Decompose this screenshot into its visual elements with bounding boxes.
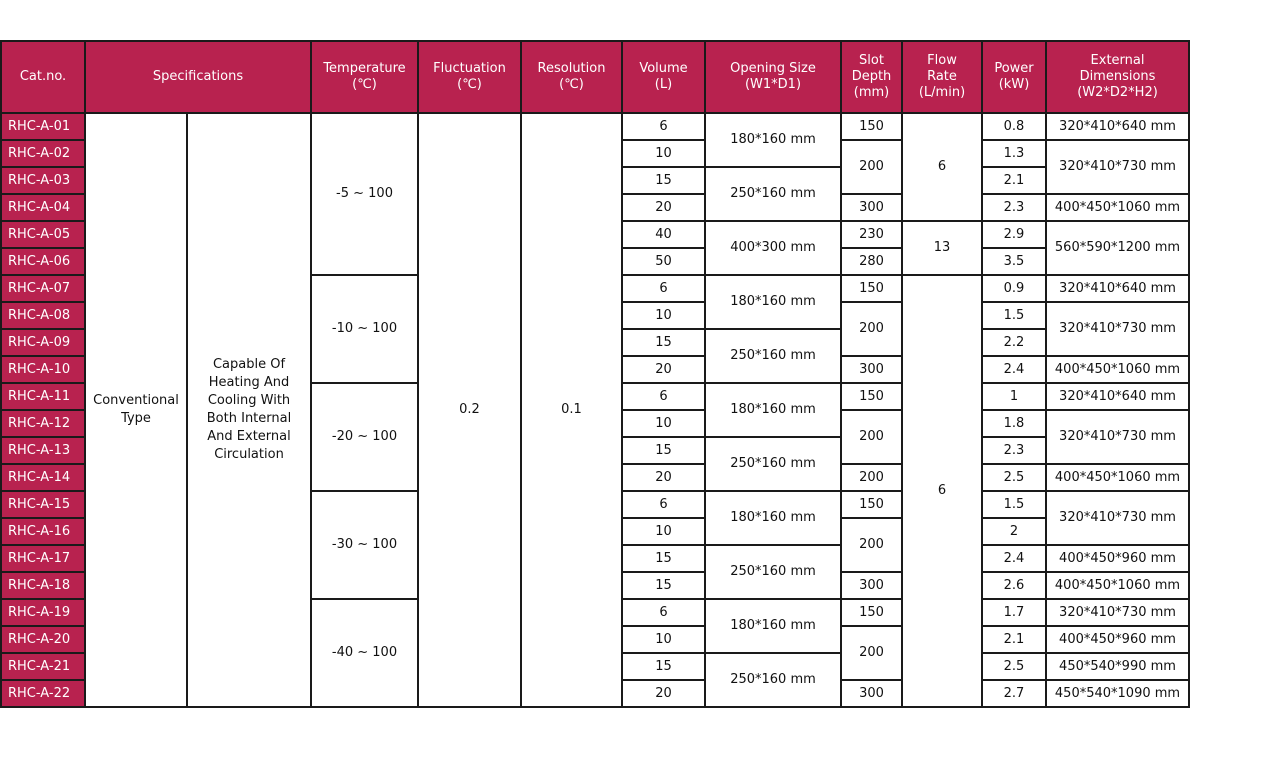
external-dimensions-cell: 320*410*730 mm [1046, 140, 1189, 194]
external-dimensions-cell: 320*410*640 mm [1046, 383, 1189, 410]
external-dimensions-cell: 400*450*1060 mm [1046, 356, 1189, 383]
slot-depth-cell: 300 [841, 680, 902, 707]
table-body [1, 113, 1189, 707]
power-cell: 2.5 [982, 653, 1046, 680]
spec-description-cell: Capable Of Heating And Cooling With Both Internal And External Circulation [187, 113, 311, 707]
temperature-cell: -30 ~ 100 [311, 491, 418, 599]
slot-depth-cell: 200 [841, 140, 902, 194]
opening-size-cell: 250*160 mm [705, 437, 841, 491]
cat-no-cell: RHC-A-17 [1, 545, 85, 572]
power-cell: 2.1 [982, 167, 1046, 194]
slot-depth-cell: 200 [841, 626, 902, 680]
slot-depth-cell: 200 [841, 464, 902, 491]
cat-no-cell: RHC-A-21 [1, 653, 85, 680]
volume-cell: 10 [622, 518, 705, 545]
slot-depth-cell: 300 [841, 194, 902, 221]
opening-size-cell: 180*160 mm [705, 113, 841, 167]
volume-cell: 20 [622, 464, 705, 491]
volume-cell: 15 [622, 545, 705, 572]
opening-size-cell: 250*160 mm [705, 329, 841, 383]
volume-cell: 6 [622, 599, 705, 626]
cat-no-cell: RHC-A-16 [1, 518, 85, 545]
slot-depth-cell: 150 [841, 599, 902, 626]
cat-no-cell: RHC-A-08 [1, 302, 85, 329]
volume-cell: 50 [622, 248, 705, 275]
flow-rate-cell: 13 [902, 221, 982, 275]
opening-size-cell: 250*160 mm [705, 653, 841, 707]
power-cell: 2.2 [982, 329, 1046, 356]
external-dimensions-cell: 400*450*960 mm [1046, 626, 1189, 653]
power-cell: 2.4 [982, 545, 1046, 572]
slot-depth-cell: 150 [841, 113, 902, 140]
opening-size-cell: 180*160 mm [705, 275, 841, 329]
volume-cell: 15 [622, 572, 705, 599]
external-dimensions-cell: 320*410*730 mm [1046, 599, 1189, 626]
cat-no-cell: RHC-A-18 [1, 572, 85, 599]
header-power: Power (kW) [982, 41, 1046, 113]
temperature-cell: -5 ~ 100 [311, 113, 418, 275]
volume-cell: 15 [622, 653, 705, 680]
cat-no-cell: RHC-A-09 [1, 329, 85, 356]
external-dimensions-cell: 400*450*1060 mm [1046, 194, 1189, 221]
volume-cell: 6 [622, 113, 705, 140]
cat-no-cell: RHC-A-07 [1, 275, 85, 302]
external-dimensions-cell: 400*450*960 mm [1046, 545, 1189, 572]
external-dimensions-cell: 560*590*1200 mm [1046, 221, 1189, 275]
header-resolution: Resolution (℃) [521, 41, 622, 113]
power-cell: 1 [982, 383, 1046, 410]
slot-depth-cell: 150 [841, 275, 902, 302]
power-cell: 0.8 [982, 113, 1046, 140]
external-dimensions-cell: 320*410*640 mm [1046, 113, 1189, 140]
header-volume: Volume (L) [622, 41, 705, 113]
cat-no-cell: RHC-A-13 [1, 437, 85, 464]
opening-size-cell: 180*160 mm [705, 383, 841, 437]
header-cat-no: Cat.no. [1, 41, 85, 113]
cat-no-cell: RHC-A-11 [1, 383, 85, 410]
flow-rate-cell: 6 [902, 275, 982, 707]
slot-depth-cell: 300 [841, 572, 902, 599]
opening-size-cell: 250*160 mm [705, 545, 841, 599]
temperature-cell: -20 ~ 100 [311, 383, 418, 491]
header-row [1, 41, 1189, 113]
external-dimensions-cell: 450*540*1090 mm [1046, 680, 1189, 707]
header-slot-depth: Slot Depth (mm) [841, 41, 902, 113]
header-specifications: Specifications [85, 41, 311, 113]
slot-depth-cell: 200 [841, 518, 902, 572]
volume-cell: 10 [622, 140, 705, 167]
slot-depth-cell: 200 [841, 410, 902, 464]
volume-cell: 40 [622, 221, 705, 248]
fluctuation-cell: 0.2 [418, 113, 521, 707]
opening-size-cell: 400*300 mm [705, 221, 841, 275]
cat-no-cell: RHC-A-04 [1, 194, 85, 221]
volume-cell: 20 [622, 680, 705, 707]
cat-no-cell: RHC-A-03 [1, 167, 85, 194]
volume-cell: 10 [622, 626, 705, 653]
header-temperature: Temperature (℃) [311, 41, 418, 113]
power-cell: 1.5 [982, 302, 1046, 329]
power-cell: 2.4 [982, 356, 1046, 383]
spec-table [0, 40, 1190, 708]
power-cell: 2.3 [982, 194, 1046, 221]
power-cell: 2.3 [982, 437, 1046, 464]
external-dimensions-cell: 320*410*640 mm [1046, 275, 1189, 302]
cat-no-cell: RHC-A-02 [1, 140, 85, 167]
cat-no-cell: RHC-A-19 [1, 599, 85, 626]
external-dimensions-cell: 400*450*1060 mm [1046, 572, 1189, 599]
power-cell: 2 [982, 518, 1046, 545]
header-flow-rate: Flow Rate (L/min) [902, 41, 982, 113]
external-dimensions-cell: 400*450*1060 mm [1046, 464, 1189, 491]
temperature-cell: -10 ~ 100 [311, 275, 418, 383]
power-cell: 2.9 [982, 221, 1046, 248]
volume-cell: 6 [622, 275, 705, 302]
temperature-cell: -40 ~ 100 [311, 599, 418, 707]
external-dimensions-cell: 320*410*730 mm [1046, 410, 1189, 464]
external-dimensions-cell: 450*540*990 mm [1046, 653, 1189, 680]
power-cell: 2.7 [982, 680, 1046, 707]
cat-no-cell: RHC-A-10 [1, 356, 85, 383]
cat-no-cell: RHC-A-14 [1, 464, 85, 491]
power-cell: 2.5 [982, 464, 1046, 491]
volume-cell: 6 [622, 383, 705, 410]
header-opening-size: Opening Size (W1*D1) [705, 41, 841, 113]
power-cell: 1.7 [982, 599, 1046, 626]
slot-depth-cell: 300 [841, 356, 902, 383]
slot-depth-cell: 200 [841, 302, 902, 356]
power-cell: 3.5 [982, 248, 1046, 275]
cat-no-cell: RHC-A-06 [1, 248, 85, 275]
cat-no-cell: RHC-A-20 [1, 626, 85, 653]
cat-no-cell: RHC-A-15 [1, 491, 85, 518]
opening-size-cell: 180*160 mm [705, 599, 841, 653]
resolution-cell: 0.1 [521, 113, 622, 707]
power-cell: 2.1 [982, 626, 1046, 653]
volume-cell: 15 [622, 329, 705, 356]
external-dimensions-cell: 320*410*730 mm [1046, 491, 1189, 545]
volume-cell: 20 [622, 194, 705, 221]
slot-depth-cell: 280 [841, 248, 902, 275]
power-cell: 0.9 [982, 275, 1046, 302]
power-cell: 1.8 [982, 410, 1046, 437]
power-cell: 2.6 [982, 572, 1046, 599]
slot-depth-cell: 230 [841, 221, 902, 248]
slot-depth-cell: 150 [841, 491, 902, 518]
slot-depth-cell: 150 [841, 383, 902, 410]
cat-no-cell: RHC-A-05 [1, 221, 85, 248]
opening-size-cell: 180*160 mm [705, 491, 841, 545]
cat-no-cell: RHC-A-22 [1, 680, 85, 707]
volume-cell: 15 [622, 167, 705, 194]
table-row [1, 113, 1189, 140]
volume-cell: 10 [622, 410, 705, 437]
volume-cell: 20 [622, 356, 705, 383]
flow-rate-cell: 6 [902, 113, 982, 221]
volume-cell: 6 [622, 491, 705, 518]
cat-no-cell: RHC-A-01 [1, 113, 85, 140]
header-external-dimensions: External Dimensions (W2*D2*H2) [1046, 41, 1189, 113]
opening-size-cell: 250*160 mm [705, 167, 841, 221]
power-cell: 1.5 [982, 491, 1046, 518]
volume-cell: 15 [622, 437, 705, 464]
power-cell: 1.3 [982, 140, 1046, 167]
cat-no-cell: RHC-A-12 [1, 410, 85, 437]
volume-cell: 10 [622, 302, 705, 329]
spec-type-cell: Conventional Type [85, 113, 187, 707]
header-fluctuation: Fluctuation (℃) [418, 41, 521, 113]
external-dimensions-cell: 320*410*730 mm [1046, 302, 1189, 356]
